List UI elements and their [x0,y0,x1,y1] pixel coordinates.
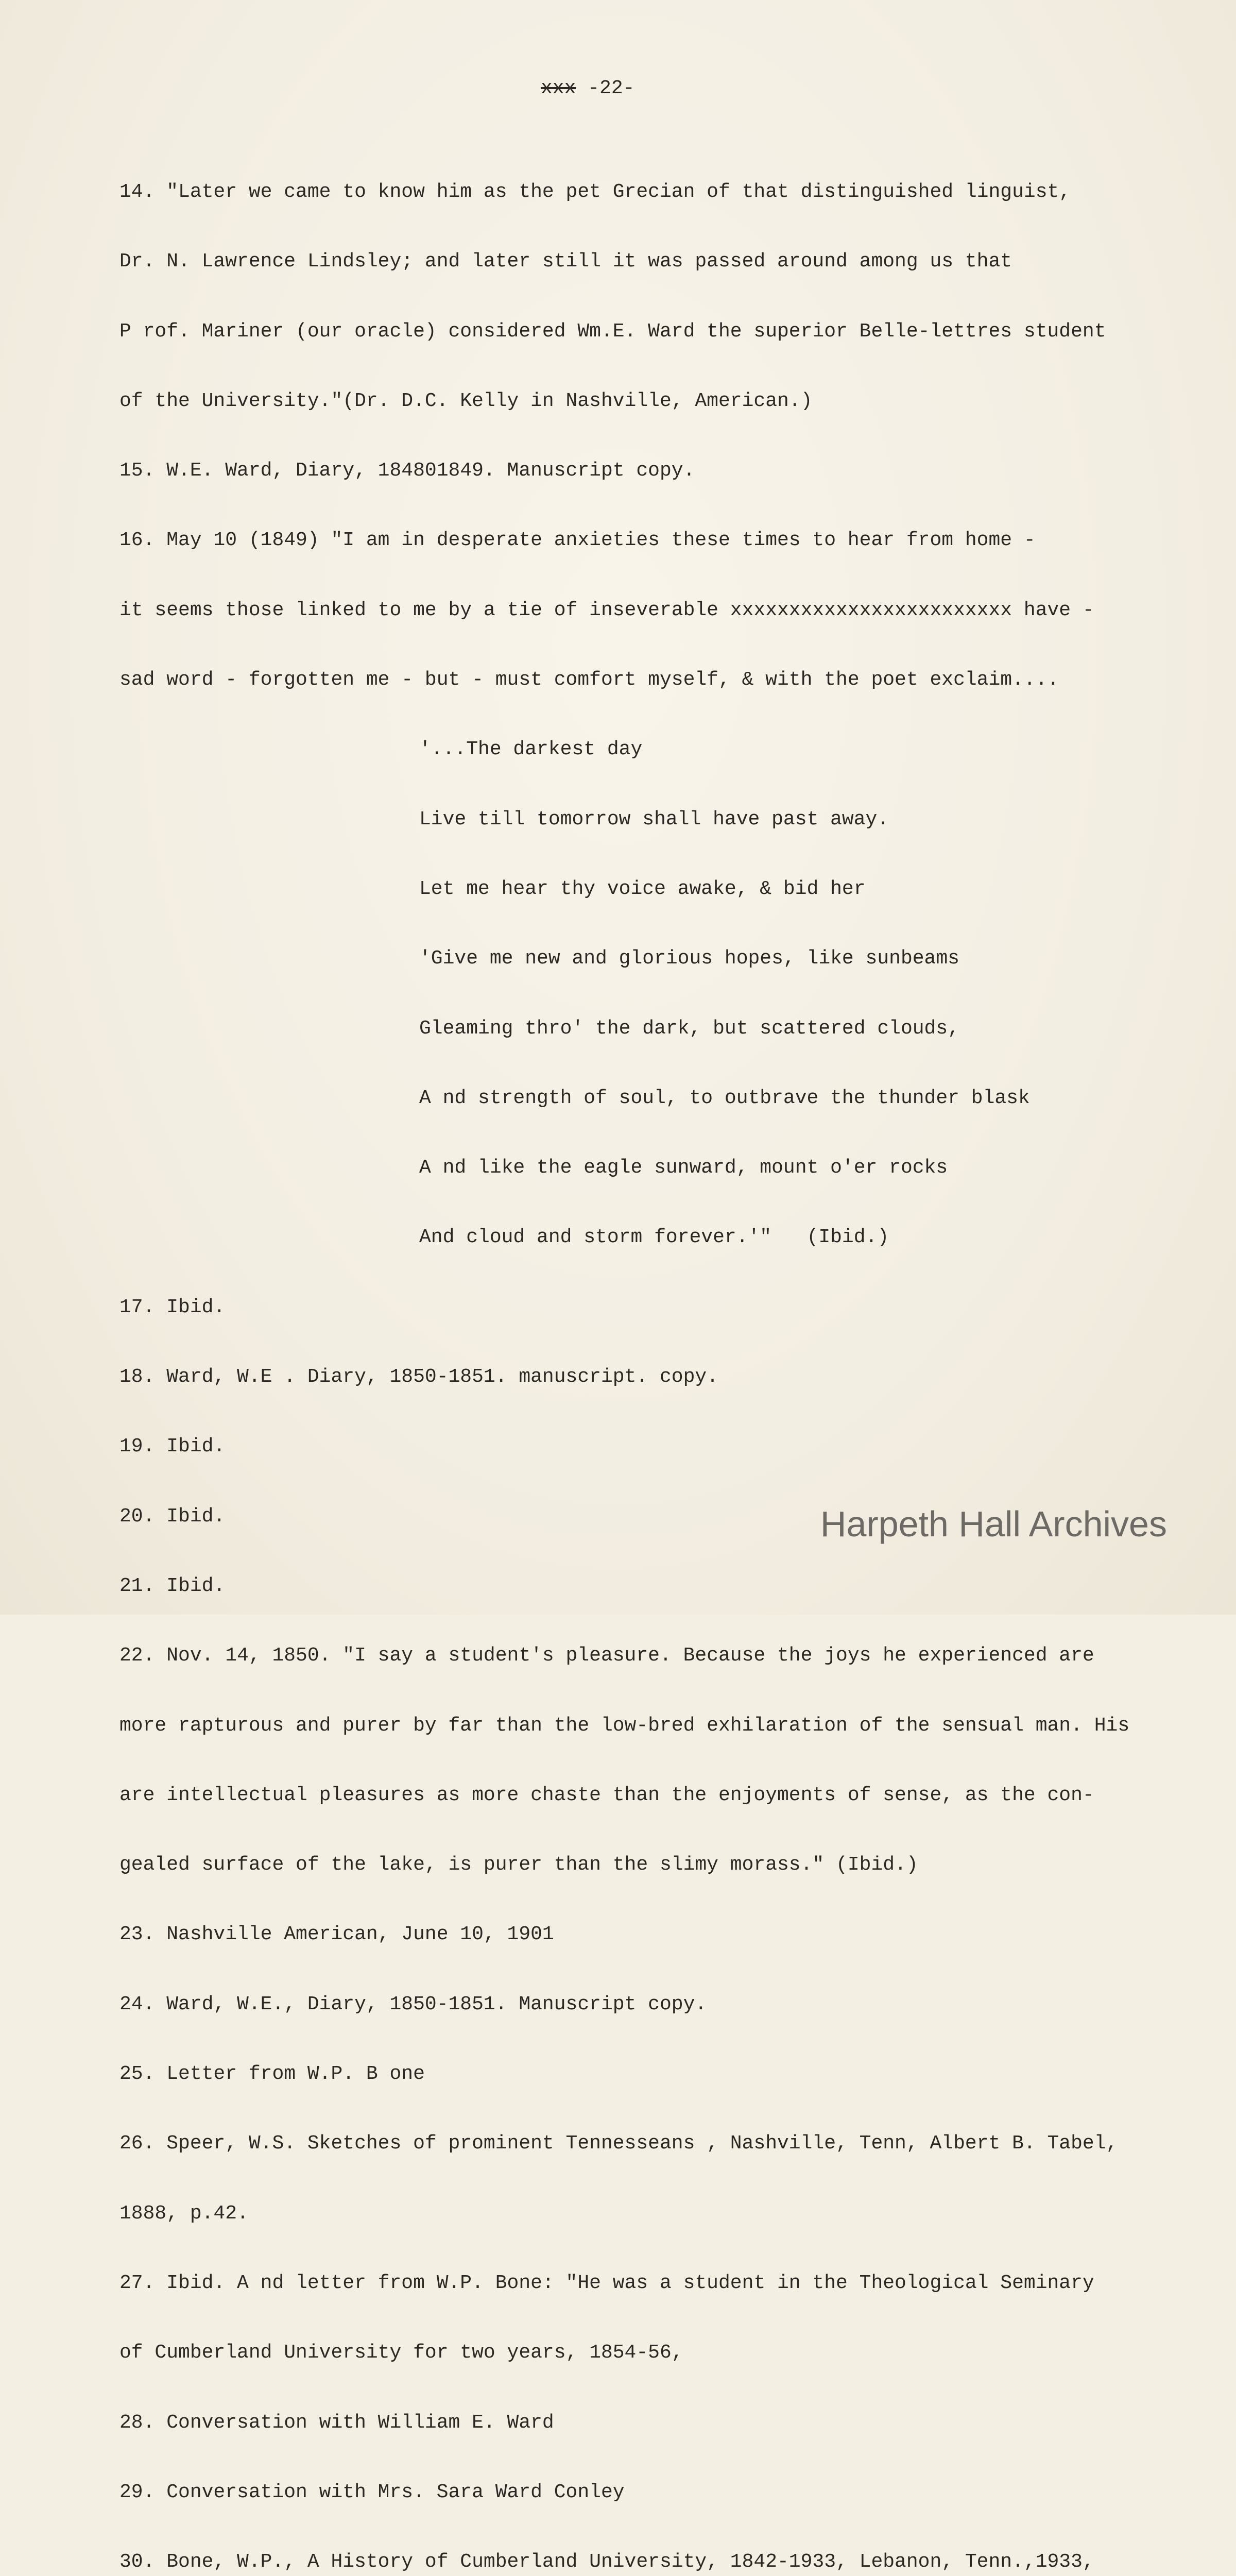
poem-line: 'Give me new and glorious hopes, like sunbeams [419,947,959,970]
page-number: -22- [588,77,635,99]
footnote-line: 29. Conversation with Mrs. Sara Ward Conley [119,2481,625,2503]
poem-line: Live till tomorrow shall have past away. [419,808,889,831]
footnote-line: 30. Bone, W.P., A History of Cumberland University, 1842-1933, Lebanon, Tenn.,1933, [119,2551,1094,2573]
poem-line: Gleaming thro' the dark, but scattered clouds, [419,1017,959,1040]
footnote-line: 15. W.E. Ward, Diary, 184801849. Manuscript copy. [119,460,695,482]
footnote-line: Dr. N. Lawrence Lindsley; and later still it was passed around among us that [119,250,1012,273]
footnote-line: sad word - forgotten me - but - must comfort myself, & with the poet exclaim.... [119,669,1059,691]
poem-line: A nd like the eagle sunward, mount o'er rocks [419,1157,948,1179]
footnote-line: 19. Ibid. [119,1435,226,1458]
footnote-line: 28. Conversation with William E. Ward [119,2411,554,2434]
poem-line: And cloud and storm forever.'" (Ibid.) [419,1226,889,1249]
footnote-line: 18. Ward, W.E . Diary, 1850-1851. manuscript. copy. [119,1366,718,1388]
archive-watermark: Harpeth Hall Archives [820,1504,1167,1544]
footnote-line: 23. Nashville American, June 10, 1901 [119,1923,554,1946]
poem-line: Let me hear thy voice awake, & bid her [419,877,866,900]
footnote-line: P rof. Mariner (our oracle) considered Wm.E. Ward the superior Belle-lettres student [119,320,1106,343]
footnote-line: more rapturous and purer by far than the low-bred exhilaration of the sensual man. His [119,1714,1130,1737]
footnote-line: 1888, p.42. [119,2202,249,2225]
poem-line: A nd strength of soul, to outbrave the thunder blask [419,1087,1030,1109]
struck-out-text: xxx [541,77,576,99]
footnote-line: are intellectual pleasures as more chaste than the enjoyments of sense, as the con- [119,1784,1094,1806]
footnote-line: 20. Ibid. [119,1505,226,1528]
footnote-line: 21. Ibid. [119,1574,226,1597]
footnote-line: 25. Letter from W.P. B one [119,2063,425,2086]
footnote-line: of Cumberland University for two years, 1854-56, [119,2342,683,2364]
footnote-line: 16. May 10 (1849) "I am in desperate anxieties these times to hear from home - [119,529,1036,552]
footnote-line: 14. "Later we came to know him as the pet Grecian of that distinguished linguist, [119,181,1071,203]
footnote-line: 22. Nov. 14, 1850. "I say a student's pleasure. Because the joys he experienced are [119,1645,1094,1667]
page-header [541,77,634,99]
footnote-line: of the University."(Dr. D.C. Kelly in Nashville, American.) [119,389,813,412]
footnote-line: gealed surface of the lake, is purer than the slimy morass." (Ibid.) [119,1854,918,1876]
poem-line: '...The darkest day [419,738,643,761]
footnote-line: 26. Speer, W.S. Sketches of prominent Tennesseans , Nashville, Tenn, Albert B. Tabel, [119,2132,1118,2155]
footnote-line: 24. Ward, W.E., Diary, 1850-1851. Manuscript copy. [119,1993,707,2015]
footnotes-list [119,135,1141,2576]
footnote-line: 27. Ibid. A nd letter from W.P. Bone: "He was a student in the Theological Seminary [119,2272,1094,2294]
footnote-line: 17. Ibid. [119,1296,226,1318]
footnote-line: it seems those linked to me by a tie of inseverable xxxxxxxxxxxxxxxxxxxxxxxx have - [119,599,1094,621]
